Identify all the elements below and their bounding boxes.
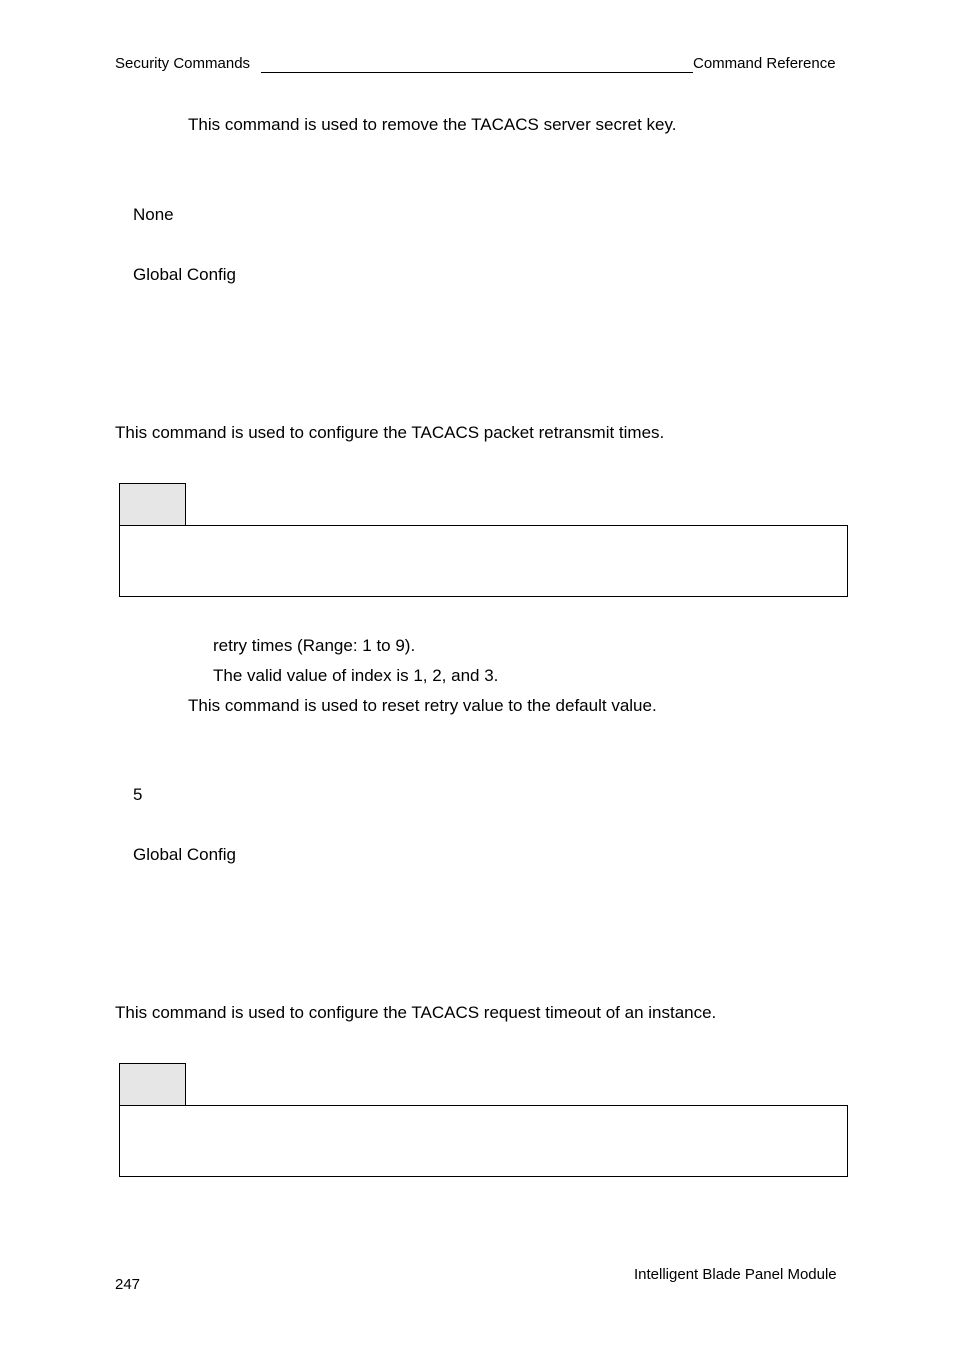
timeout-intro: This command is used to configure the TACACS request timeout of an instance. (115, 1003, 717, 1022)
header-rule (261, 72, 693, 73)
retry-param-retry: retry times (Range: 1 to 9). (213, 636, 416, 655)
retry-intro: This command is used to configure the TACACS packet retransmit times. (115, 423, 665, 442)
footer-product-name: Intelligent Blade Panel Module (634, 1266, 837, 1283)
retry-param-index: The valid value of index is 1, 2, and 3. (213, 666, 499, 685)
timeout-command-box (119, 1105, 848, 1177)
retry-command-box (119, 525, 848, 597)
no-key-default-value: None (133, 205, 174, 224)
no-key-command-mode: Global Config (133, 265, 237, 284)
timeout-format-tab (119, 1063, 186, 1105)
page-number: 247 (115, 1276, 141, 1293)
retry-format-tab (119, 483, 186, 525)
header-doc-title: Command Reference (693, 55, 836, 72)
retry-default-value: 5 (133, 785, 143, 804)
header-section-title: Security Commands (115, 55, 251, 72)
retry-command-mode: Global Config (133, 845, 237, 864)
no-key-description: This command is used to remove the TACACS server secret key. (188, 115, 677, 134)
retry-no-description: This command is used to reset retry value to the default value. (188, 696, 657, 715)
